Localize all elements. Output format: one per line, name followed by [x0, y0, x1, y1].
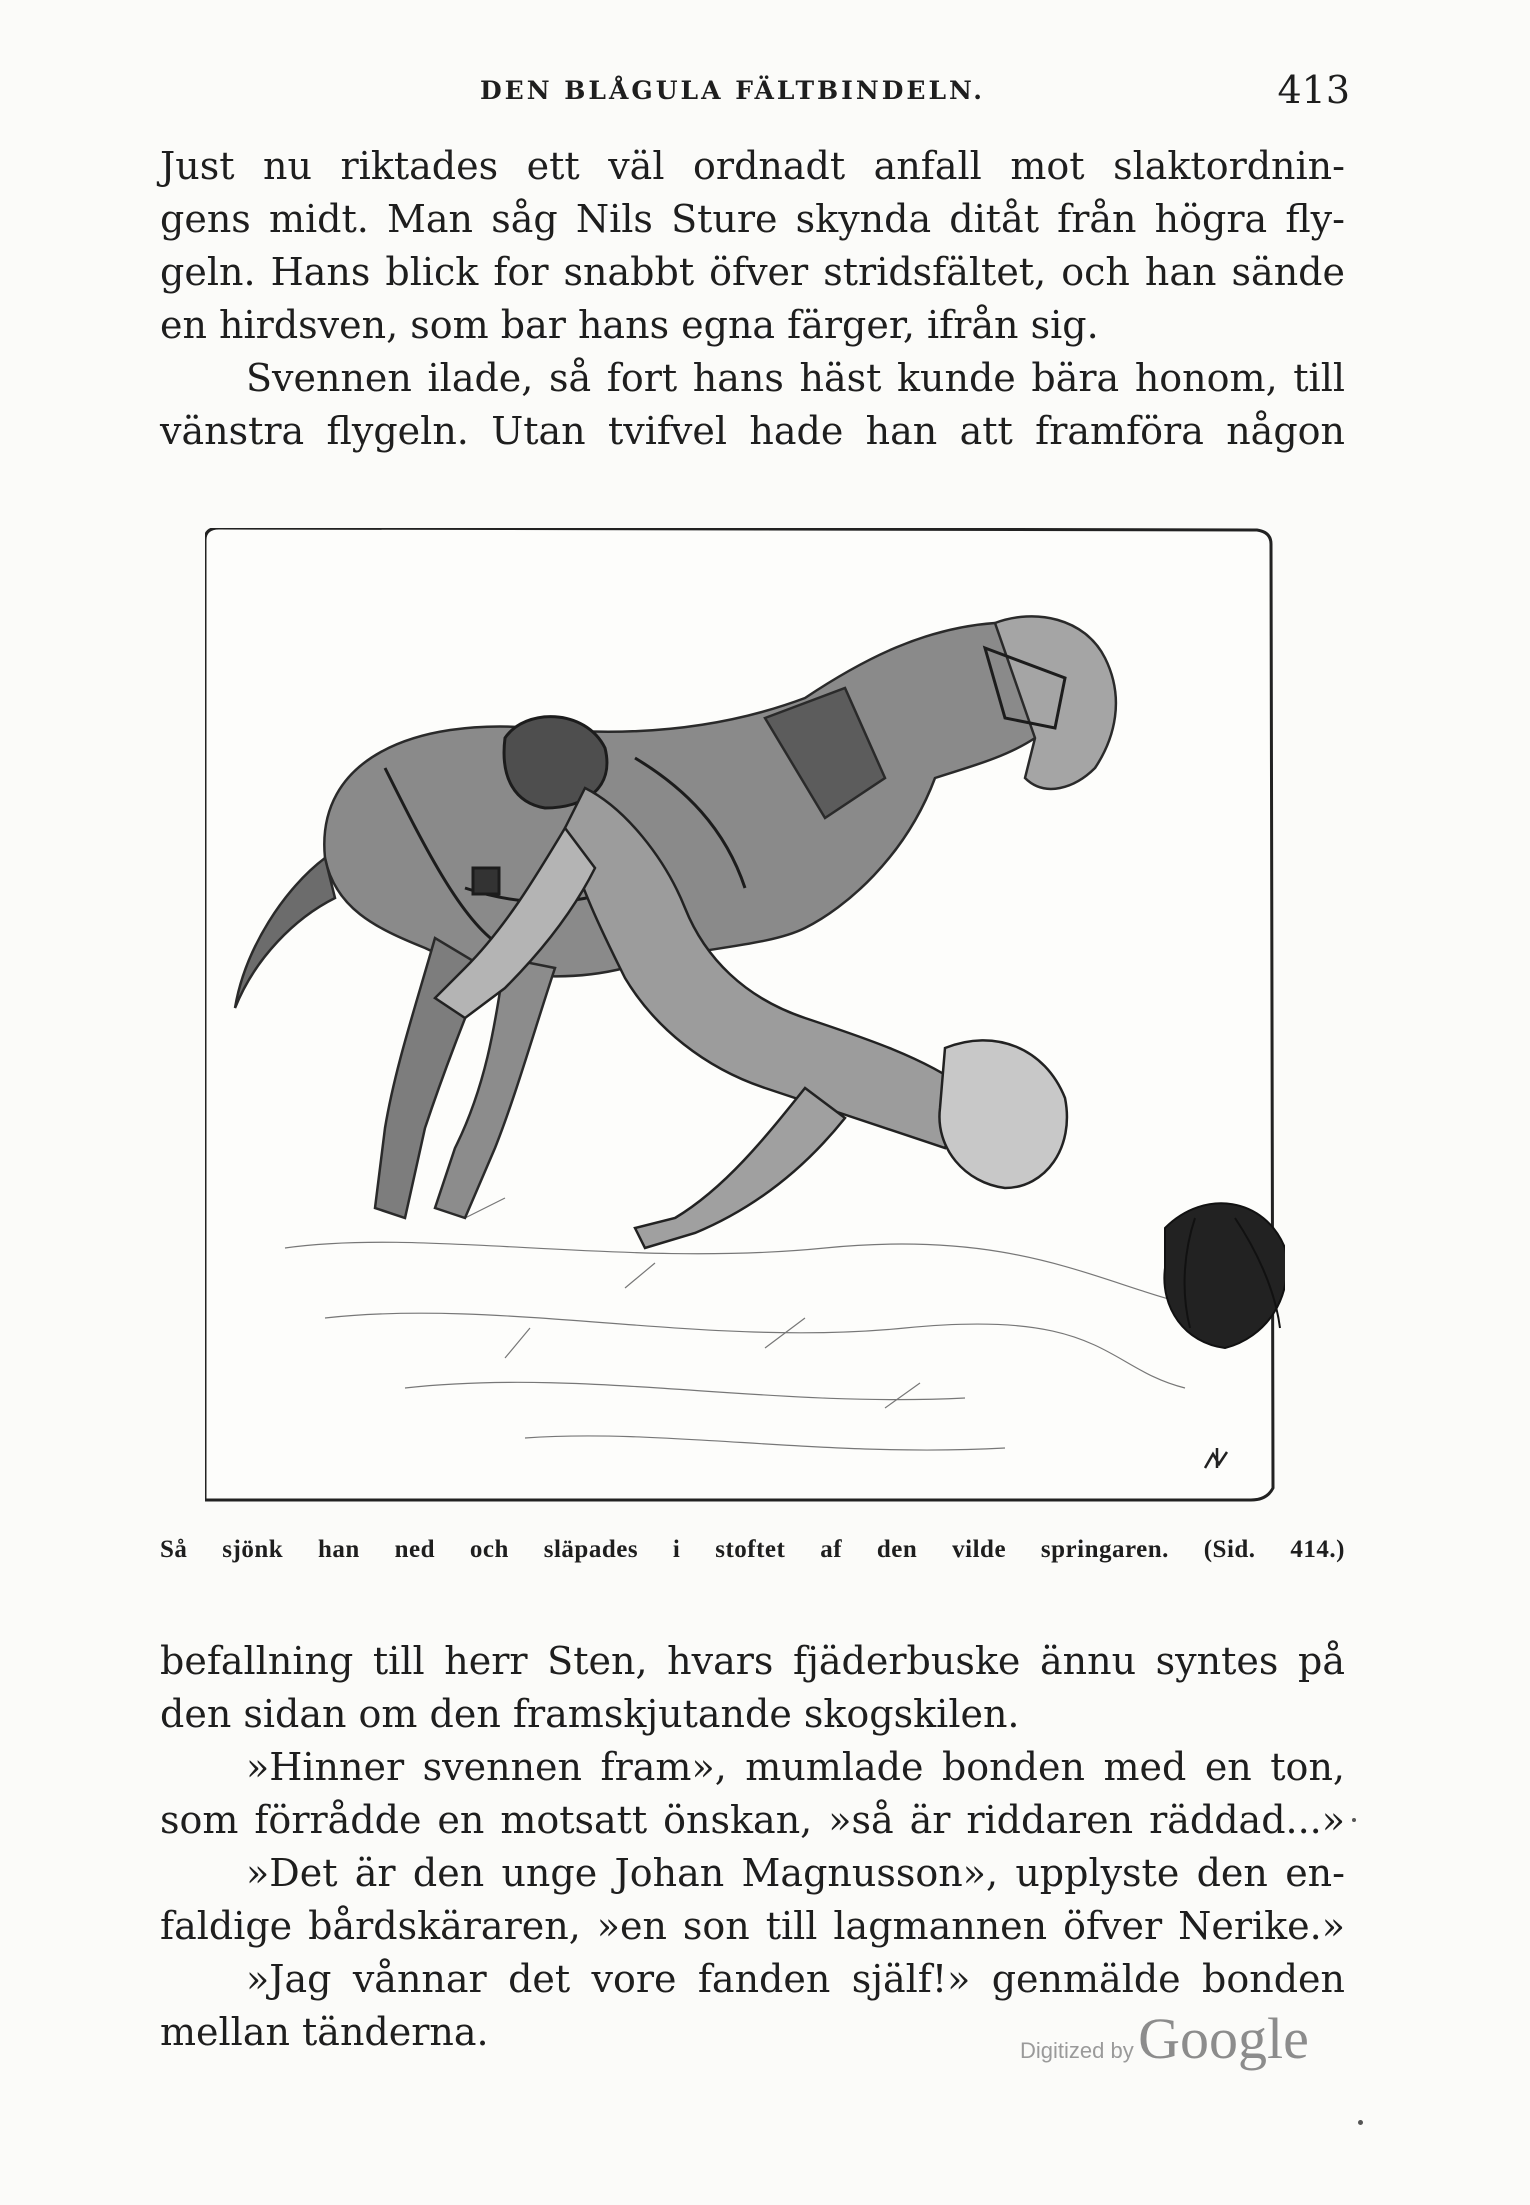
text-line: en hirdsven, som bar hans egna färger, ifrån sig.: [160, 303, 1099, 347]
page-header: [480, 68, 1350, 118]
text-line: geln. Hans blick for snabbt öfver stridsfältet, och han sände: [160, 250, 1345, 294]
watermark-prefix: Digitized by: [1020, 2038, 1134, 2063]
scan-speck: [1352, 1818, 1356, 1822]
text-line: som förrådde en motsatt önskan, »så är riddaren räddad...»: [160, 1798, 1345, 1842]
text-line: Just nu riktades ett väl ordnadt anfall mot slaktordnin-: [160, 144, 1345, 188]
horse-and-rider-illustration: [205, 528, 1285, 1513]
text-line: den sidan om den framskjutande skogskilen.: [160, 1692, 1020, 1736]
text-line: Svennen ilade, så fort hans häst kunde bära honom, till: [246, 356, 1345, 400]
text-line: faldige bårdskäraren, »en son till lagmannen öfver Nerike.»: [160, 1904, 1345, 1948]
watermark-brand: Google: [1138, 2006, 1309, 2071]
text-line: »Hinner svennen fram», mumlade bonden med en ton,: [246, 1745, 1345, 1789]
text-line: vänstra flygeln. Utan tvifvel hade han att framföra någon: [160, 409, 1345, 453]
digitized-watermark: [1020, 2005, 1309, 2072]
scan-speck: [1358, 2120, 1363, 2125]
bottom-paragraph: [160, 1635, 1345, 2059]
text-line: gens midt. Man såg Nils Sture skynda ditåt från högra fly-: [160, 197, 1345, 241]
text-line: »Jag vånnar det vore fanden själf!» genmälde bonden: [246, 1957, 1345, 2001]
illustration-caption: Så sjönk han ned och släpades i stoftet af den vilde springaren. (Sid. 414.): [160, 1536, 1345, 1563]
text-line: mellan tänderna.: [160, 2010, 489, 2054]
page-number: 413: [1277, 68, 1350, 112]
text-line: befallning till herr Sten, hvars fjäderbuske ännu syntes på: [160, 1639, 1345, 1683]
running-title: DEN BLÅGULA FÄLTBINDELN.: [480, 76, 985, 105]
text-line: »Det är den unge Johan Magnusson», upplyste den en-: [246, 1851, 1345, 1895]
top-paragraph: [160, 140, 1345, 458]
